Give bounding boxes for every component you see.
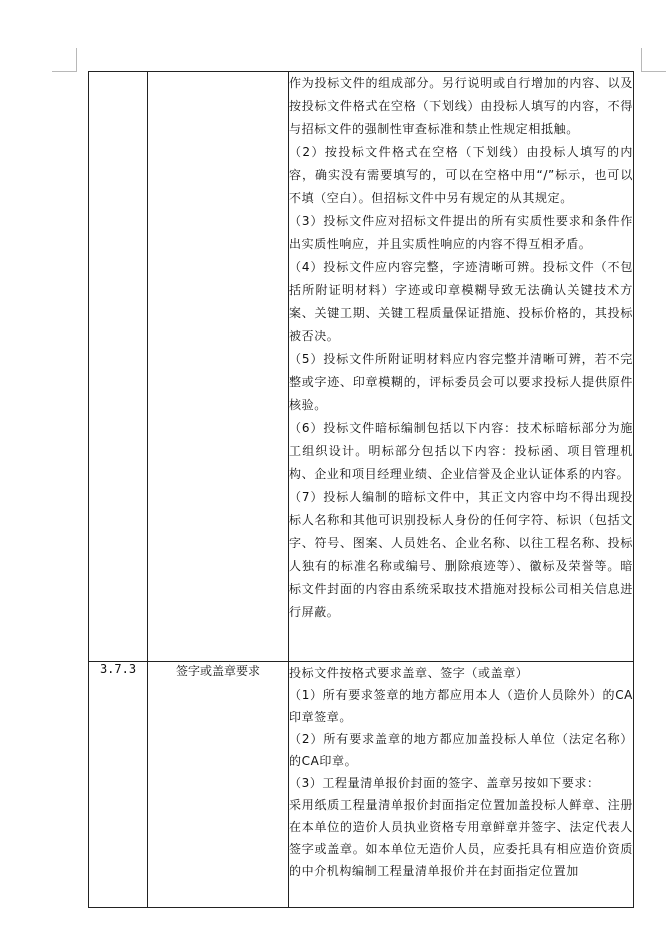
- content-paragraph: （6）投标文件暗标编制包括以下内容：技术标暗标部分为施工组织设计。明标部分包括以下内容：投标函、项目管理机构、企业和项目经理业绩、企业信誉及企业认证体系的内容。: [289, 421, 633, 481]
- crop-mark-top-right-v: [641, 48, 642, 72]
- content-paragraph: （4）投标文件应内容完整，字迹清晰可辨。投标文件（不包括所附证明材料）字迹或印章模糊导致无法确认关键技术方案、关键工期、关键工程质量保证措施、投标价格的，其投标被否决。: [289, 260, 633, 343]
- content-paragraph: （3）投标文件应对招标文件提出的所有实质性要求和条件作出实质性响应，并且实质性响应的内容不得互相矛盾。: [289, 214, 633, 251]
- content-paragraph: （5）投标文件所附证明材料应内容完整并清晰可辨，若不完整或字迹、印章模糊的，评标委员会可以要求投标人提供原件核验。: [289, 352, 633, 412]
- table-row: [89, 662, 634, 908]
- clause-number: 3.7.3: [99, 662, 137, 676]
- tender-requirements-table: [88, 71, 634, 908]
- content-paragraph: （2）按投标文件格式在空格（下划线）由投标人填写的内容，确实没有需要填写的，可以在空格中用“/”标示，也可以不填（空白）。但招标文件中另有规定的从其规定。: [289, 145, 633, 205]
- content-paragraph: （3）工程量清单报价封面的签字、盖章另按如下要求：: [289, 776, 600, 790]
- clause-title-cell: [148, 662, 289, 908]
- content-paragraph: 作为投标文件的组成部分。另行说明或自行增加的内容、以及按投标文件格式在空格（下划线）由投标人填写的内容，不得与招标文件的强制性审查标准和禁止性规定相抵触。: [289, 76, 633, 136]
- table-row: [89, 72, 634, 662]
- content-paragraph: （7）投标人编制的暗标文件中，其正文内容中均不得出现投标人名称和其他可识别投标人身份的任何字符、标识（包括文字、符号、图案、人员姓名、企业名称、以往工程名称、投标人独有的标准名称或编号、删除痕迹等）、徽标及荣誉等。暗标文件封面的内容由系统采取技术措施对投标公司相关信息进行屏蔽。: [289, 490, 633, 619]
- content-paragraph: （1）所有要求签章的地方都应用本人（造价人员除外）的CA印章签章。: [289, 688, 633, 724]
- crop-mark-top-right-h: [641, 71, 666, 72]
- clause-number-cell: [89, 662, 148, 908]
- content-paragraph: （2）所有要求盖章的地方都应加盖投标人单位（法定名称）的CA印章。: [289, 732, 633, 768]
- clause-number-cell: [89, 72, 148, 662]
- clause-content-cell: [289, 662, 634, 908]
- content-paragraph: 采用纸质工程量清单报价封面指定位置加盖投标人鲜章、注册在本单位的造价人员执业资格专用章鲜章并签字、法定代表人签字或盖章。如本单位无造价人员，应委托具有相应造价资质的中介机构编制工程量清单报价并在封面指定位置加: [289, 798, 633, 878]
- clause-title-cell: [148, 72, 289, 662]
- crop-mark-top-left-v: [76, 48, 77, 72]
- clause-title: 签字或盖章要求: [175, 664, 260, 678]
- content-paragraph: 投标文件按格式要求盖章、签字（或盖章）: [289, 666, 529, 680]
- clause-content-cell: [289, 72, 634, 662]
- crop-mark-top-left-h: [52, 71, 77, 72]
